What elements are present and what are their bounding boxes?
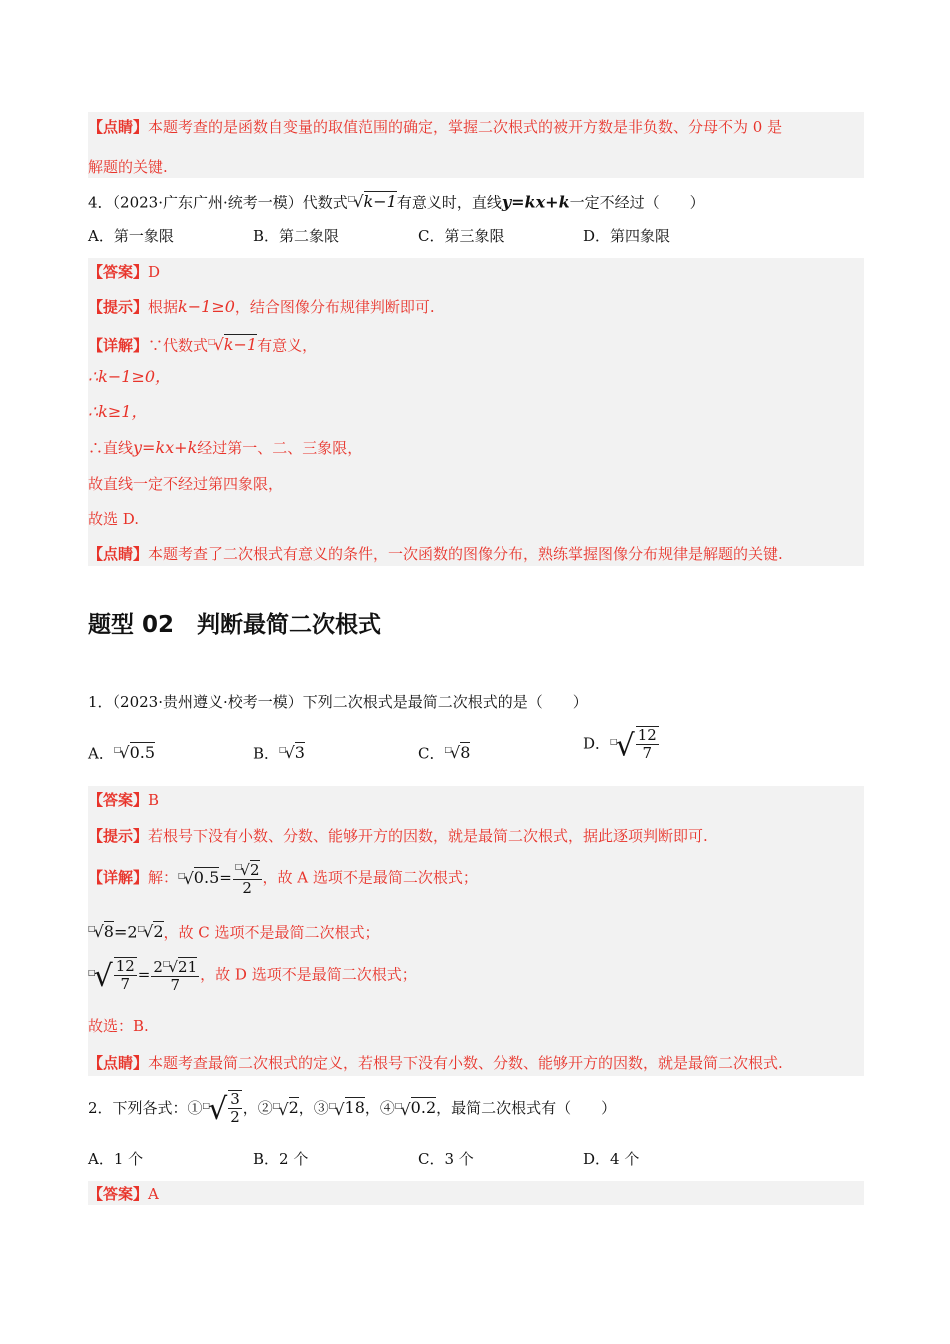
s2q1-comment: 【点睛】本题考查最简二次根式的定义，若根号下没有小数、分数、能够开方的因数，就是最简二次根式. — [88, 1054, 783, 1072]
s2q1-option-d[interactable]: D．□√ $\frac{12}{7}$ — [583, 726, 657, 764]
q4-option-c[interactable]: C．第三象限 — [418, 227, 505, 245]
radical-sign-icon: □√ — [88, 922, 104, 942]
s2q1-answer: 【答案】B — [88, 791, 160, 809]
q4-detail-1: 【详解】∵代数式□√k−1有意义， — [88, 335, 318, 355]
radical-sign-icon: □√ — [444, 743, 461, 763]
q4-detail-6: 故选 D. — [88, 510, 140, 528]
q4-detail-5: 故直线一定不经过第四象限， — [88, 475, 284, 493]
s2q2-option-c[interactable]: C．3 个 — [418, 1150, 474, 1168]
s2q2-option-d[interactable]: D．4 个 — [583, 1150, 640, 1168]
radical-sign-icon: □√ — [113, 743, 130, 763]
s2q2-option-b[interactable]: B．2 个 — [253, 1150, 309, 1168]
q4-comment: 【点睛】本题考查了二次根式有意义的条件，一次函数的图像分布，熟练掌握图像分布规律是解题的关键. — [88, 545, 783, 563]
s2q1-detail-2: □√8=2□√2，故 C 选项不是最简二次根式； — [88, 922, 380, 942]
radical-sign-icon: □√ — [178, 869, 194, 889]
q4-option-b[interactable]: B．第二象限 — [253, 227, 340, 245]
q4-detail-3: ∴k≥1， — [88, 402, 148, 421]
q3-comment-line1: 【点睛】本题考查的是函数自变量的取值范围的确定，掌握二次根式的被开方数是非负数、分母不为 0 是 — [88, 118, 783, 136]
radical-sign-icon: □√ — [610, 728, 635, 764]
q4-option-d[interactable]: D．第四象限 — [583, 227, 671, 245]
s2q1-hint: 【提示】若根号下没有小数、分数、能够开方的因数，就是最简二次根式，据此逐项判断即可. — [88, 827, 708, 845]
radical-sign-icon: □√ — [137, 922, 154, 942]
s2q1-detail-1: 【详解】解：□√0.5= $\frac{^□√2}{2}$ ，故 A 选项不是最简二次根式； — [88, 858, 478, 897]
s2q2-stem: 2．下列各式：①□√ $\frac{3}{2}$ ，②□√2，③□√18，④□√0.2，最简二次根式有（ ） — [88, 1090, 617, 1127]
q4-option-a[interactable]: A．第一象限 — [88, 227, 174, 245]
q4-detail-4: ∴直线y=kx+k经过第一、二、三象限， — [88, 438, 363, 457]
q4-answer: 【答案】D — [88, 263, 161, 281]
q4-stem: 4．（2023·广东广州·统考一模）代数式□√k−1有意义时，直线y=kx+k一定不经过（ ） — [88, 192, 705, 212]
q4-hint: 【提示】根据k−1≥0，结合图像分布规律判断即可. — [88, 297, 435, 316]
radical-sign-icon: □√ — [202, 1092, 228, 1127]
radical-sign-icon: □√ — [272, 1099, 289, 1119]
s2q2-answer: 【答案】A — [88, 1185, 159, 1203]
s2q1-option-a[interactable]: A．□√0.5 — [88, 743, 156, 763]
s2q1-detail-3: □√ $\frac{12}{7}$ = $\frac{2^□√21}{7}$ ，故 D 选项不是最简二次根式； — [88, 956, 417, 994]
comment-tag: 【点睛】 — [88, 118, 149, 136]
radical-sign-icon: □√ — [347, 192, 364, 212]
radical-sign-icon: □√ — [328, 1099, 345, 1119]
radical-sign-icon: □√ — [394, 1099, 411, 1119]
section-title: 题型 02 判断最简二次根式 — [88, 612, 382, 638]
radical-sign-icon: □√ — [279, 743, 295, 763]
s2q2-answer-block — [88, 1181, 864, 1205]
radical-sign-icon: □√ — [208, 335, 224, 355]
s2q2-option-a[interactable]: A．1 个 — [88, 1150, 144, 1168]
s2q1-option-b[interactable]: B．□√3 — [253, 743, 305, 763]
s2q1-detail-4: 故选：B. — [88, 1017, 149, 1035]
q4-detail-2: ∴k−1≥0， — [88, 367, 172, 386]
s2q1-stem: 1．（2023·贵州遵义·校考一模）下列二次根式是最简二次根式的是（ ） — [88, 693, 588, 711]
q3-comment-line2: 解题的关键. — [88, 158, 168, 176]
s2q1-option-c[interactable]: C．□√8 — [418, 743, 471, 763]
radical-sign-icon: □√ — [88, 958, 113, 994]
